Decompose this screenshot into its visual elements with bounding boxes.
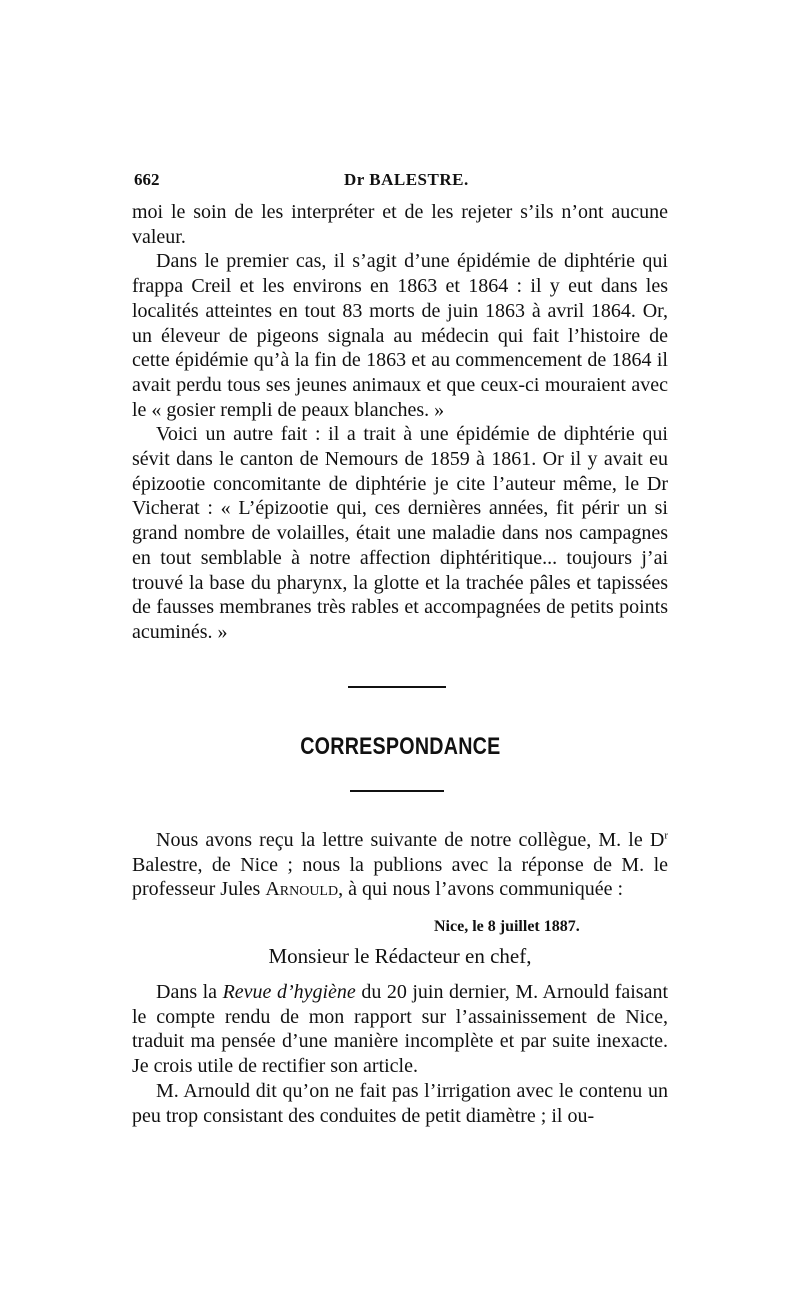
- paragraph: M. Arnould dit qu’on ne fait pas l’irrigation avec le contenu un peu trop consistant des conduites de petit diamètre ; il ou-: [132, 1079, 668, 1127]
- paragraph: Dans le premier cas, il s’agit d’une épidémie de diphtérie qui frappa Creil et les environs en 1863 et 1864 : il y eut dans les localités atteintes en tout 83 morts de juin 1863 à avril 1864. Or, un éleveur de pigeons signala au médecin qui fait l’histoire de cette épidémie qu’à la fin de 1863 et au commencement de 1864 il avait perdu tous ses jeunes animaux et que ceux-ci mouraient avec le « gosier rempli de peaux blanches. »: [132, 250, 668, 421]
- author-name: Arnould: [265, 878, 339, 901]
- paragraph: Nous avons reçu la lettre suivante de notre collègue, M. le $D^r$ Balestre, de Nice ; nous la publions avec la réponse de M. le professeur Jules Arnould, à qui nous l’avons communiquée :: [132, 829, 668, 901]
- letter-salutation: Monsieur le Rédacteur en chef,: [268, 944, 532, 968]
- body-text-section-1: [132, 200, 668, 645]
- letter-body: [132, 980, 668, 1128]
- letter-date: Nice, le 8 juillet 1887.: [434, 918, 580, 935]
- divider-top: [348, 686, 446, 688]
- divider-bottom: [350, 790, 444, 792]
- page-number: 662: [134, 170, 160, 189]
- running-title: Dr BALESTRE.: [344, 170, 469, 189]
- journal-title: Revue d’hygiène: [222, 981, 356, 1003]
- paragraph: Voici un autre fait : il a trait à une épidémie de diphtérie qui sévit dans le canton de Nemours de 1859 à 1861. Or il y avait eu épizootie concomitante de diphtérie je cite l’auteur même, le Dr Vicherat : « L’épizootie qui, ces dernières années, fit périr un si grand nombre de volailles, était une maladie dans nos campagnes en tout semblable à notre affection diphtéritique... toujours j’ai trouvé la base du pharynx, la glotte et la trachée pâles et tapissées de fausses membranes très rables et accompagnées de petits points acuminés. »: [132, 423, 668, 643]
- intro-paragraph: [132, 828, 668, 902]
- paragraph: Dans la Revue d’hygiène du 20 juin dernier, M. Arnould faisant le compte rendu de mon rapport sur l’assainissement de Nice, traduit ma pensée d’une manière incomplète et par suite inexacte. Je crois utile de rectifier son article.: [132, 981, 668, 1078]
- paragraph: moi le soin de les interpréter et de les rejeter s’ils n’ont aucune valeur.: [132, 201, 668, 248]
- section-title: CORRESPONDANCE: [300, 733, 501, 760]
